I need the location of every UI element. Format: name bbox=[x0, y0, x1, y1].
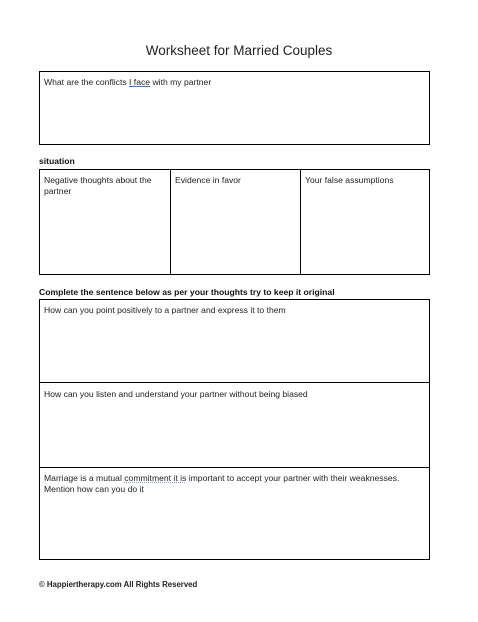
conflicts-box[interactable] bbox=[39, 71, 430, 145]
conflicts-prompt-start: What are the conflicts bbox=[44, 77, 130, 87]
sentence-row-positive[interactable] bbox=[40, 300, 429, 382]
conflicts-prompt bbox=[44, 77, 425, 88]
sentence-prompt-listen: How can you listen and understand your partner without being biased bbox=[44, 389, 308, 399]
commitment-text-line2: Mention how can you do it bbox=[44, 483, 144, 494]
sentences-label: Complete the sentence below as per your thoughts try to keep it original bbox=[39, 287, 335, 297]
sentences-table bbox=[39, 299, 430, 560]
commitment-text-start: Marriage is a mutual bbox=[44, 473, 125, 483]
situation-table bbox=[39, 169, 430, 275]
commitment-text-end: important to accept your partner with their weaknesses. bbox=[186, 473, 400, 483]
worksheet-title: Worksheet for Married Couples bbox=[145, 43, 333, 58]
sentence-row-listen[interactable] bbox=[40, 382, 429, 467]
sentence-prompt-commitment bbox=[44, 473, 425, 494]
conflicts-prompt-link: I face bbox=[129, 77, 151, 87]
conflicts-prompt-end: with my partner bbox=[150, 77, 212, 87]
sentence-prompt-positive: How can you point positively to a partner and express it to them bbox=[44, 305, 286, 315]
negative-thoughts-header: Negative thoughts about the partner bbox=[44, 175, 152, 196]
negative-thoughts-cell[interactable] bbox=[40, 170, 170, 274]
evidence-header: Evidence in favor bbox=[175, 175, 241, 185]
false-assumptions-cell[interactable] bbox=[300, 170, 429, 274]
sentence-row-commitment[interactable] bbox=[40, 467, 429, 560]
situation-label: situation bbox=[39, 156, 75, 166]
false-assumptions-header: Your false assumptions bbox=[305, 175, 394, 185]
evidence-cell[interactable] bbox=[170, 170, 300, 274]
copyright-footer: © Happiertherapy.com All Rights Reserved bbox=[39, 580, 198, 589]
commitment-text-link: commitment it is bbox=[124, 473, 187, 483]
